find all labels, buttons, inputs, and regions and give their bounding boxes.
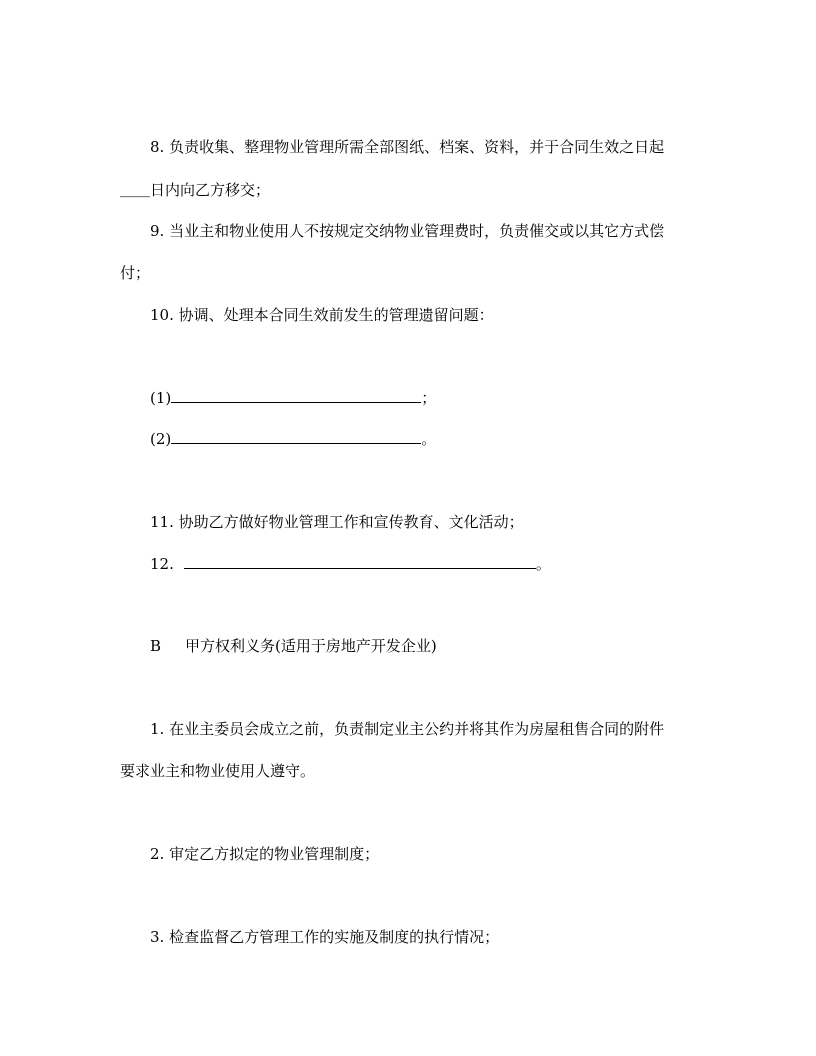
item-8-line-2: ＿＿日内向乙方移交； xyxy=(120,181,271,199)
item-12-end: 。 xyxy=(535,555,551,573)
sub-2-end: 。 xyxy=(421,430,437,448)
item-10-sub-1 xyxy=(150,388,436,408)
b-item-1-line-1: 1. 在业主委员会成立之前，负责制定业主公约并将其作为房屋租售合同的附件 xyxy=(150,720,665,738)
b-item-2-text: 2. 审定乙方拟定的物业管理制度； xyxy=(150,845,380,863)
fill-in-blank xyxy=(171,429,421,444)
b-item-3-text: 3. 检查监督乙方管理工作的实施及制度的执行情况； xyxy=(150,928,500,946)
item-10-text: 10. 协调、处理本合同生效前发生的管理遗留问题： xyxy=(150,306,494,324)
sub-1-end: ； xyxy=(421,389,437,407)
item-12 xyxy=(150,554,551,574)
section-b-title: 甲方权利义务(适用于房地产开发企业) xyxy=(185,637,437,655)
item-12-label: 12. xyxy=(150,555,174,573)
item-8-line-1: 8. 负责收集、整理物业管理所需全部图纸、档案、资料，并于合同生效之日起 xyxy=(150,138,665,156)
section-b-heading xyxy=(150,636,437,656)
item-11-text: 11. 协助乙方做好物业管理工作和宣传教育、文化活动； xyxy=(150,513,524,531)
section-b-letter: B xyxy=(150,637,162,655)
item-10-sub-2 xyxy=(150,429,436,449)
b-item-1-line-2: 要求业主和物业使用人遵守。 xyxy=(120,762,316,780)
item-9-line-2: 付； xyxy=(120,264,151,282)
fill-in-blank xyxy=(184,554,536,569)
fill-in-blank xyxy=(171,388,421,403)
sub-1-label: (1) xyxy=(150,389,172,407)
item-9-line-1: 9. 当业主和物业使用人不按规定交纳物业管理费时，负责催交或以其它方式偿 xyxy=(150,222,665,240)
sub-2-label: (2) xyxy=(150,430,172,448)
